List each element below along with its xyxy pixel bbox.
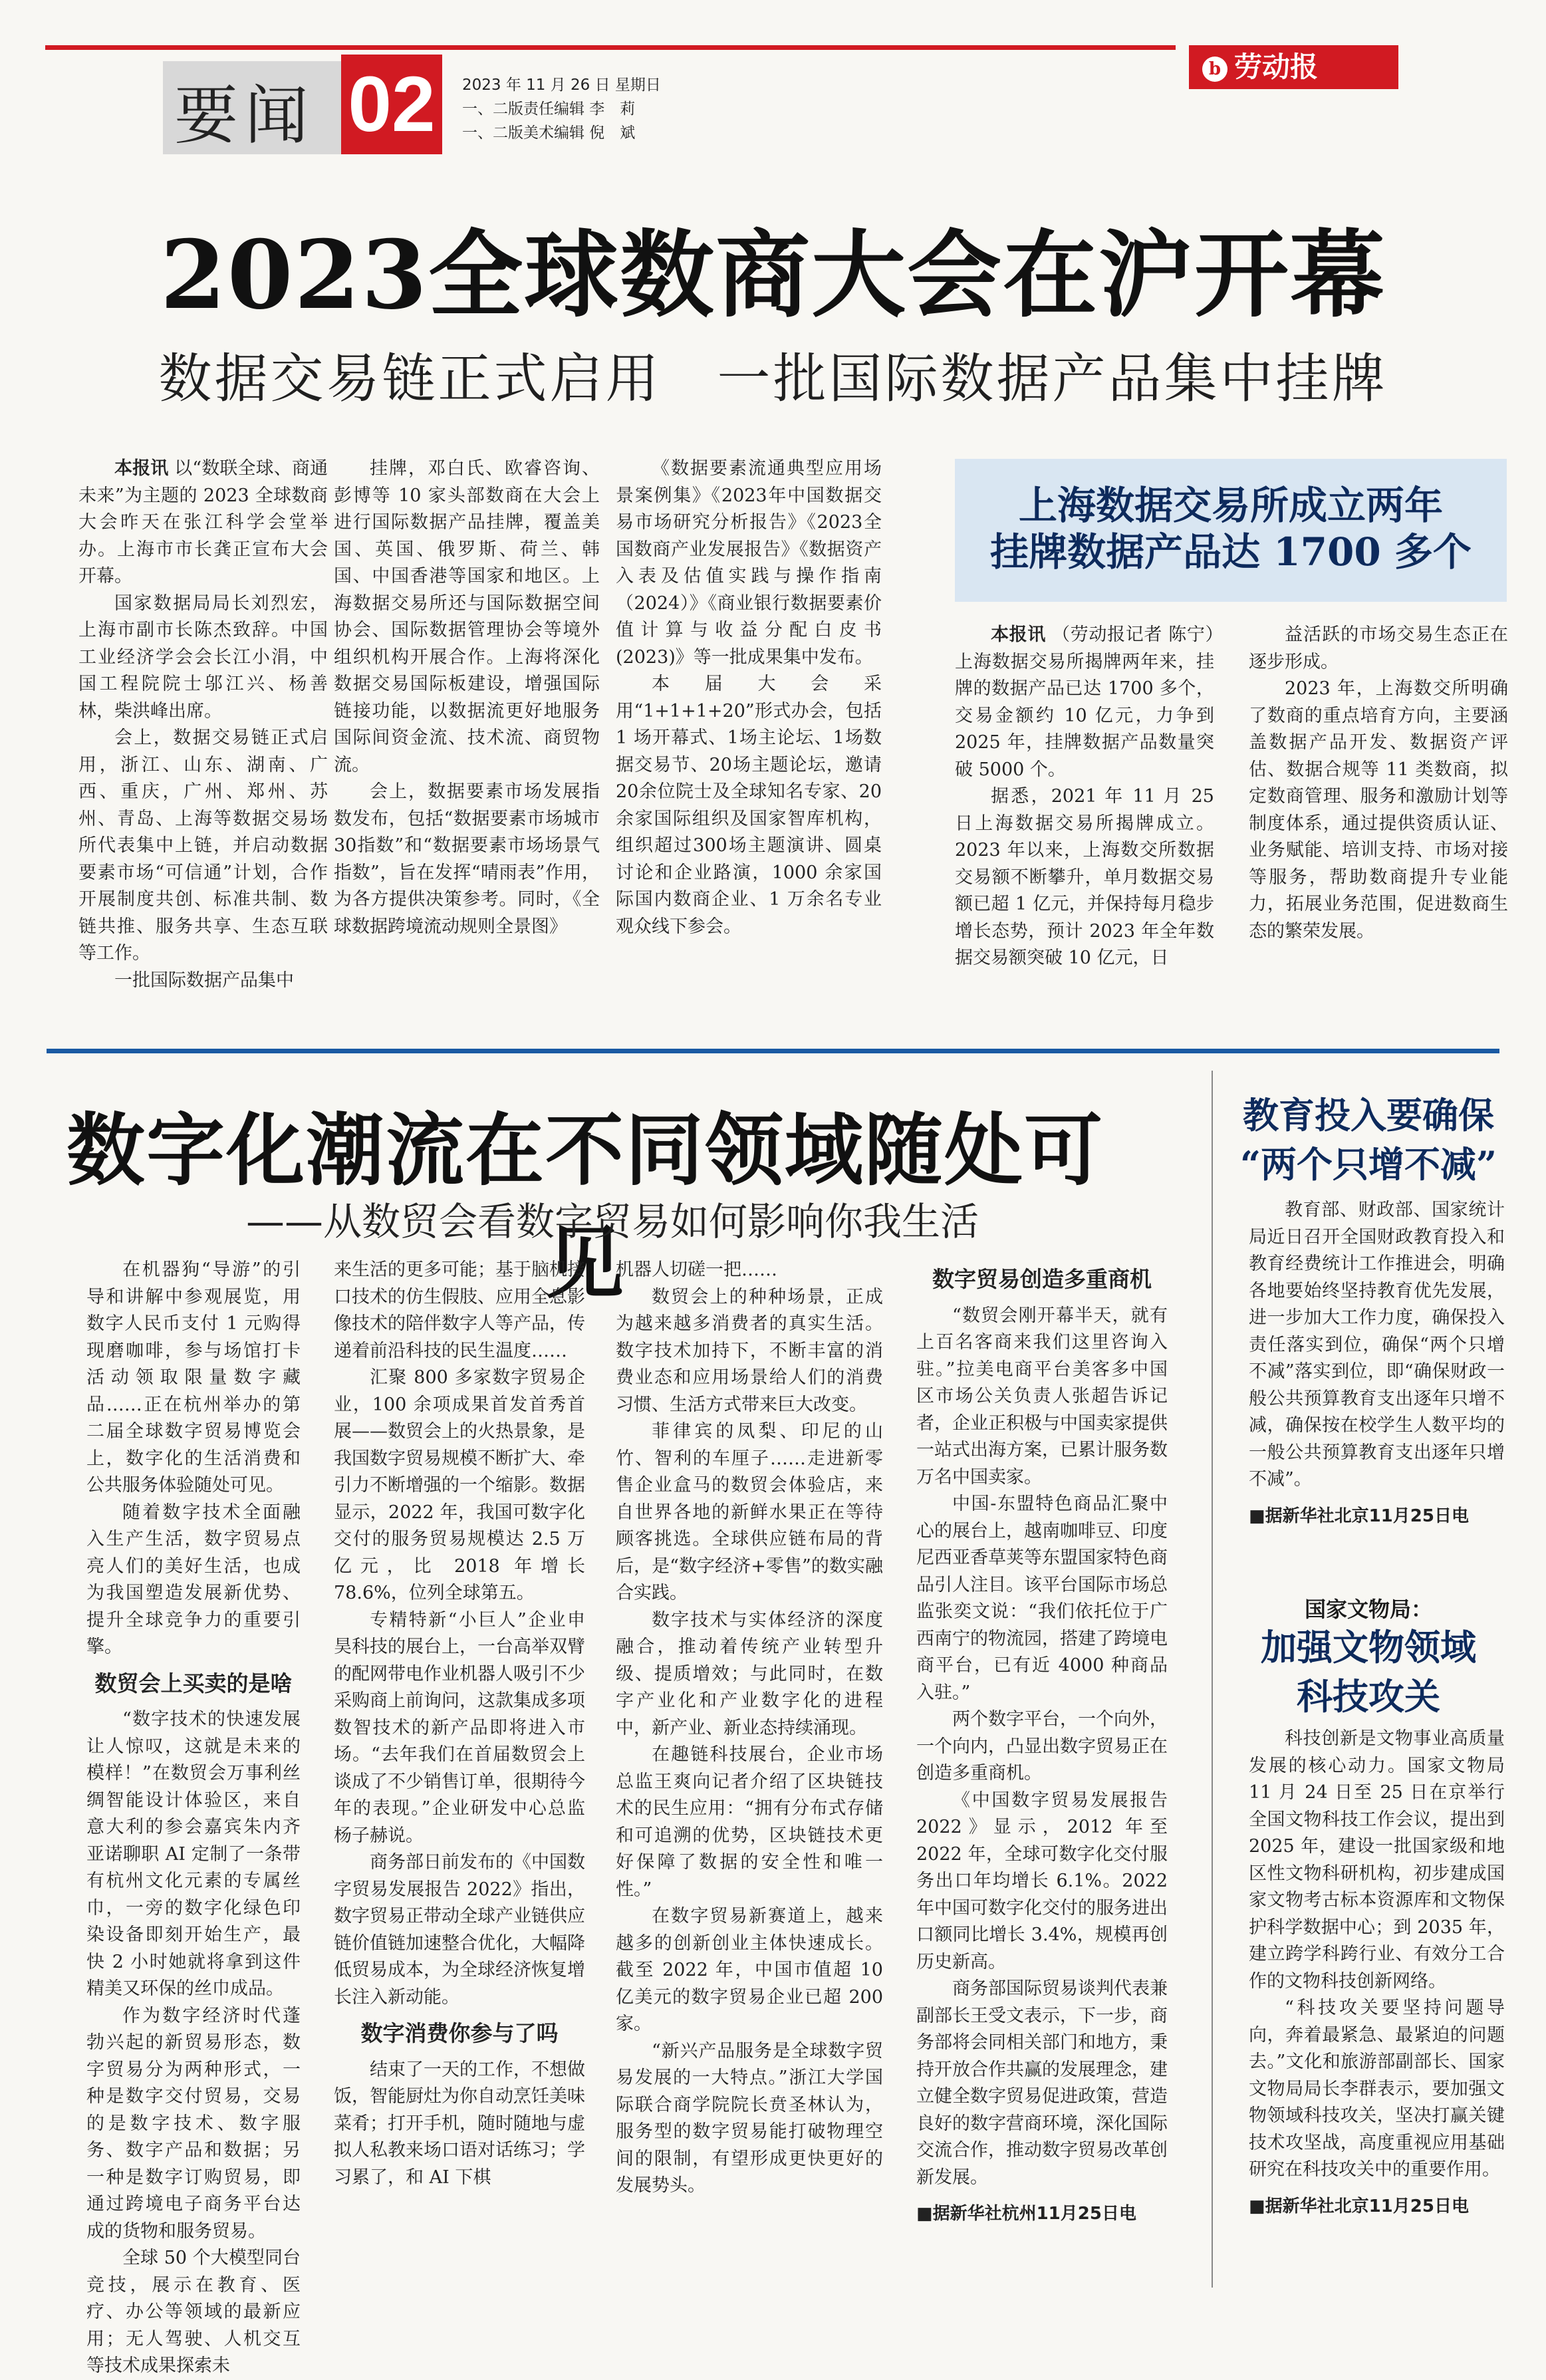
- paragraph: [1249, 622, 1508, 676]
- paragraph-text: 菲律宾的凤梨、印尼的山竹、智利的车厘子……走进新零售企业盒马的数贸会体验店，来自世界各地的新鲜水果正在等待顾客挑选。全球供应链布局的背后，是“数字经济+零售”的数实融合实践。: [616, 1421, 883, 1603]
- side-box-col-1: [955, 622, 1214, 972]
- paragraph: [86, 2245, 301, 2380]
- paragraph: [1249, 1726, 1505, 1995]
- column-rule: [1212, 1071, 1213, 2288]
- paragraph: [334, 1607, 585, 1850]
- issue-meta: [462, 73, 661, 145]
- paragraph: [916, 1706, 1168, 1787]
- subheading: 数字贸易创造多重商机: [932, 1266, 1152, 1292]
- paragraph-text: “新兴产品服务是全球数字贸易发展的一大特点。”浙江大学国际联合商学院院长贲圣林认为，服务型的数字贸易能打破物理空间的限制，有望形成更快更好的发展势头。: [616, 2040, 883, 2196]
- paragraph: [616, 1284, 883, 1419]
- paragraph: [916, 1976, 1168, 2191]
- paragraph: [334, 1365, 585, 1607]
- paragraph-text: 作为数字经济时代蓬勃兴起的新贸易形态，数字贸易分为两种形式，一种是数字交付贸易，交易的是数字技术、数字服务、数字产品和数据；另一种是数字订购贸易，即通过跨境电子商务平台达成的货物和服务贸易。: [86, 2005, 301, 2242]
- sidebar2-title-line2: 科技攻关: [1297, 1675, 1440, 1718]
- page-number: 02: [341, 55, 442, 154]
- paragraph-text: 以“数联全球、商通未来”为主题的 2023 全球数商大会昨天在张江科学会堂举办。上海市市长龚正宣布大会开幕。: [78, 458, 328, 587]
- dateline-source: ■ 据新华社北京11月25日电: [1249, 1503, 1505, 1530]
- paragraph: [86, 1257, 301, 1500]
- paragraph-text: 汇聚 800 多家数字贸易企业，100 余项成果首发首秀首展——数贸会上的火热景象，是我国数字贸易规模不断扩大、牵引力不断增强的一个缩影。数据显示，2022 年，我国可数字化交付的服务贸易规模达 2.5 万亿元，比 2018 年增长 78.6%，位列全球第五。: [334, 1367, 585, 1603]
- paragraph: [78, 456, 328, 591]
- paragraph: [916, 1491, 1168, 1706]
- paragraph: [1249, 676, 1508, 945]
- paragraph-text: 挂牌，邓白氏、欧睿咨询、彭博等 10 家头部数商在大会上进行国际数据产品挂牌，覆盖美国、英国、俄罗斯、荷兰、韩国、中国香港等国家和地区。上海数据交易所还与国际数据空间协会、国际数据管理协会等境外组织机构开展合作。上海将深化数据交易国际板建设，增强国际链接功能，以数据流更好地服务国际间资金流、技术流、商贸物流。: [334, 458, 600, 775]
- paragraph: [334, 456, 600, 779]
- art-editor-line: 一、二版美术编辑 倪 斌: [462, 124, 636, 142]
- paragraph-text: 全球 50 个大模型同台竞技，展示在教育、医疗、办公等领域的最新应用；无人驾驶、人机交互等技术成果探索未: [86, 2248, 301, 2376]
- paragraph: [616, 671, 882, 940]
- paragraph: [334, 1257, 585, 1365]
- paragraph: [955, 622, 1214, 783]
- paragraph: [616, 1418, 883, 1607]
- subheading: 数字消费你参与了吗: [360, 2020, 559, 2046]
- feature-col-2: [334, 1257, 585, 2191]
- lead-headline: 2023全球数商大会在沪开幕: [160, 220, 1386, 331]
- sidebar2-title-line1: 加强文物领域: [1261, 1626, 1476, 1668]
- paragraph-text: 益活跃的市场交易生态正在逐步形成。: [1249, 624, 1508, 672]
- paragraph-text: 数字技术与实体经济的深度融合，推动着传统产业转型升级、提质增效；与此同时，在数字产业化和产业数字化的进程中，新产业、新业态持续涌现。: [616, 1609, 883, 1738]
- paragraph: [1249, 1197, 1505, 1494]
- sidebar2-label: 国家文物局：: [1304, 1597, 1432, 1622]
- paragraph: [78, 725, 328, 968]
- side-box-title: [955, 482, 1507, 575]
- paragraph: [78, 968, 328, 995]
- issue-date: 2023 年 11 月 26 日 星期日: [462, 76, 661, 94]
- paragraph-text: 在数字贸易新赛道上，越来越多的创新创业主体快速成长。截至 2022 年，中国市值超 10 亿美元的数字贸易企业已超 200 家。: [616, 1906, 883, 2034]
- paragraph: [616, 2038, 883, 2200]
- paragraph-text: 本届大会采用“1+1+1+20”形式办会，包括 1 场开幕式、1场主论坛、1场数据交易节、20场主题论坛，邀请20余位院士及全球知名专家、20余家国际组织及国家智库机构，组织超过300场主题演讲、圆桌讨论和企业路演，1000 余家国际国内数商企业、1 万余名专业观众线下参会。: [616, 674, 882, 937]
- paragraph-text: 商务部国际贸易谈判代表兼副部长王受文表示，下一步，商务部将会同相关部门和地方，秉持开放合作共赢的发展理念，建立健全数字贸易促进政策，营造良好的数字营商环境，深化国际交流合作，推动数字贸易改革创新发展。: [916, 1978, 1168, 2188]
- paragraph-text: 一批国际数据产品集中: [114, 970, 294, 991]
- sidebar1-body: [1249, 1197, 1505, 1529]
- feature-col-3: [616, 1257, 883, 2200]
- paragraph: [616, 1607, 883, 1742]
- paragraph-text: 会上，数据交易链正式启用，浙江、山东、湖南、广西、重庆，广州、郑州、苏州、青岛、上海等数据交易场所代表集中上链，并启动数据要素市场“可信通”计划，合作开展制度共创、标准共制、数链共推、服务共享、生态互联等工作。: [78, 727, 328, 964]
- lead-col-2: [334, 456, 600, 940]
- newspaper-logo: [1189, 45, 1398, 89]
- paragraph-text: （劳动报记者 陈宁）上海数据交易所揭牌两年来，挂牌的数据产品已达 1700 多个，交易金额约 10 亿元，力争到 2025 年，挂牌数据产品数量突破 5000 个。: [955, 624, 1214, 780]
- sidebar2-title: [1229, 1623, 1508, 1721]
- sidebar2-body: [1249, 1726, 1505, 2220]
- paragraph: [86, 1500, 301, 1661]
- paragraph-text: 专精特新“小巨人”企业申昊科技的展台上，一台高举双臂的配网带电作业机器人吸引不少采购商上前询问，这款集成多项数智技术的新产品即将进入市场。“去年我们在首届数贸会上谈成了不少销售订单，很期待今年的表现。”企业研发中心总监杨子赫说。: [334, 1609, 585, 1846]
- paragraph-text: 科技创新是文物事业高质量发展的核心动力。国家文物局 11 月 24 日至 25 日在京举行全国文物科技工作会议，提出到 2025 年，建设一批国家级和地区性文物科研机构，初步建成国家文物考古标本资源库和文物保护科学数据中心；到 2035 年，建立跨学科跨行业、有效分工合作的文物科技创新网络。: [1249, 1728, 1505, 1992]
- paragraph: [916, 1303, 1168, 1492]
- paragraph: [1249, 1995, 1505, 2184]
- section-name: 要闻: [174, 78, 315, 153]
- logo-text: 劳动报: [1234, 51, 1319, 83]
- paragraph: [334, 779, 600, 940]
- paragraph-text: 2023 年，上海数交所明确了数商的重点培育方向，主要涵盖数据产品开发、数据资产评估、数据合规等 11 类数商，拟定数商管理、服务和激励计划等制度体系，通过提供资质认证、业务赋能、培训支持、市场对接等服务，帮助数商提升专业能力，拓展业务范围，促进数商生态的繁荣发展。: [1249, 678, 1508, 942]
- paragraph-text: 《数据要素流通典型应用场景案例集》《2023年中国数据交易市场研究分析报告》《2023全国数商产业发展报告》《数据资产入表及估值实践与操作指南（2024）》《商业银行数据要素价值计算与收益分配白皮书(2023)》等一批成果集中发布。: [616, 458, 882, 668]
- top-rule: [45, 45, 1176, 50]
- paragraph-text: 《中国数字贸易发展报告 2022》显示，2012 年至 2022 年，全球可数字化交付服务出口年均增长 6.1%。2022 年中国可数字化交付的服务进出口额同比增长 3.4%，规模再创历史新高。: [916, 1789, 1168, 1972]
- paragraph: [334, 2057, 585, 2192]
- feature-col-4: [916, 1257, 1168, 2228]
- paragraph-text: 商务部日前发布的《中国数字贸易发展报告 2022》指出，数字贸易正带动全球产业链供应链价值链加速整合优化，大幅降低贸易成本，为全球经济恢复增长注入新动能。: [334, 1852, 585, 2008]
- side-box-col-2: [1249, 622, 1508, 945]
- paragraph: [616, 456, 882, 671]
- paragraph: [86, 2003, 301, 2246]
- side-box-title-line2: 挂牌数据产品达 1700 多个: [990, 529, 1472, 575]
- paragraph-text: 两个数字平台，一个向外，一个向内，凸显出数字贸易正在创造多重商机。: [916, 1709, 1168, 1784]
- paragraph: [916, 1787, 1168, 1976]
- paragraph-text: 在机器狗“导游”的引导和讲解中参观展览，用数字人民币支付 1 元购得现磨咖啡，参与场馆打卡活动领取限量数字藏品……正在杭州举办的第二届全球数字贸易博览会上，数字化的生活消费和公共服务体验随处可见。: [86, 1259, 301, 1496]
- kicker: 本报讯: [991, 624, 1046, 645]
- paragraph: [616, 1257, 883, 1284]
- paragraph: [955, 783, 1214, 972]
- feature-col-1: [86, 1257, 301, 2380]
- lead-col-1: [78, 456, 328, 994]
- side-box-title-line1: 上海数据交易所成立两年: [1018, 483, 1443, 528]
- section-divider: [47, 1049, 1499, 1053]
- paragraph-text: 国家数据局局长刘烈宏，上海市副市长陈杰致辞。中国工业经济学会会长江小涓，中国工程院院士邬江兴、杨善林，柴洪峰出席。: [78, 593, 328, 722]
- paragraph-text: 机器人切磋一把……: [616, 1259, 777, 1280]
- paragraph-text: 中国-东盟特色商品汇聚中心的展台上，越南咖啡豆、印度尼西亚香草荚等东盟国家特色商品引人注目。该平台国际市场总监张奕文说：“我们依托位于广西南宁的物流园，搭建了跨境电商平台，已有近 4000 种商品入驻。”: [916, 1494, 1168, 1703]
- paragraph-text: 在趣链科技展台，企业市场总监王爽向记者介绍了区块链技术的民生应用：“拥有分布式存储和可追溯的优势，区块链技术更好保障了数据的安全性和唯一性。”: [616, 1744, 883, 1900]
- paragraph: [616, 1903, 883, 2038]
- editor-line: 一、二版责任编辑 李 莉: [462, 100, 636, 118]
- paragraph-text: “数贸会刚开幕半天，就有上百名客商来我们这里咨询入驻。”拉美电商平台美客多中国区市场公关负责人张超告诉记者，企业正积极与中国卖家提供一站式出海方案，已累计服务数万名中国卖家。: [916, 1305, 1168, 1488]
- dateline-source: ■ 据新华社杭州11月25日电: [916, 2200, 1168, 2228]
- paragraph-text: 会上，数据要素市场发展指数发布，包括“数据要素市场城市30指数”和“数据要素市场场景气指数”，旨在发挥“晴雨表”作用，为各方提供决策参考。同时，《全球数据跨境流动规则全景图》: [334, 781, 600, 937]
- feature-subheadline: ——从数贸会看数字贸易如何影响你我生活: [246, 1199, 979, 1244]
- paragraph: [86, 1706, 301, 2003]
- paragraph: [78, 591, 328, 726]
- sidebar1-title-line1: 教育投入要确保: [1243, 1094, 1494, 1136]
- paragraph-text: 数贸会上的种种场景，正成为越来越多消费者的真实生活。数字技术加持下，不断丰富的消费业态和应用场景给人们的消费习惯、生活方式带来巨大改变。: [616, 1286, 883, 1415]
- sidebar1-title: [1229, 1091, 1508, 1189]
- lead-subheadline: 数据交易链正式启用 一批国际数据产品集中挂牌: [158, 348, 1388, 410]
- paragraph-text: 来生活的更多可能；基于脑机接口技术的仿生假肢、应用全息影像技术的陪伴数字人等产品，传递着前沿科技的民生温度……: [334, 1259, 585, 1361]
- logo-icon: b: [1202, 57, 1227, 82]
- paragraph-text: 据悉，2021 年 11 月 25 日上海数据交易所揭牌成立。2023 年以来，上海数交所数据交易额不断攀升，单月数据交易额已超 1 亿元，并保持每月稳步增长态势，预计 2023 年全年数据交易额突破 10 亿元，日: [955, 786, 1214, 968]
- dateline-source: ■ 据新华社北京11月25日电: [1249, 2193, 1505, 2220]
- paragraph: [334, 1849, 585, 2011]
- lead-col-3: [616, 456, 882, 940]
- paragraph-text: 教育部、财政部、国家统计局近日召开全国财政教育投入和教育经费统计工作推进会，明确各地要始终坚持教育优先发展，进一步加大工作力度，确保投入责任落实到位，确保“两个只增不减”落实到位，即“确保财政一般公共预算教育支出逐年只增不减，确保按在校学生人数平均的一般公共预算教育支出逐年只增不减”。: [1249, 1200, 1505, 1490]
- paragraph-text: “数字技术的快速发展让人惊叹，这就是未来的模样！”在数贸会万事利丝绸智能设计体验区，来自意大利的参会嘉宾朱内齐亚诺聊职 AI 定制了一条带有杭州文化元素的专属丝巾，一旁的数字化绿色印染设备即刻开始生产，最快 2 小时她就将拿到这件精美又环保的丝巾成品。: [86, 1709, 301, 1999]
- subheading: 数贸会上买卖的是啥: [94, 1670, 293, 1696]
- paragraph-text: 结束了一天的工作，不想做饭，智能厨灶为你自动烹饪美味菜肴；打开手机，随时随地与虚拟人私教来场口语对话练习；学习累了，和 AI 下棋: [334, 2059, 585, 2188]
- paragraph-text: “科技攻关要坚持问题导向，奔着最紧急、最紧迫的问题去。”文化和旅游部副部长、国家文物局局长李群表示，要加强文物领域科技攻关，坚决打赢关键技术攻坚战，高度重视应用基础研究在科技攻关中的重要作用。: [1249, 1998, 1505, 2180]
- paragraph-text: 随着数字技术全面融入生产生活，数字贸易点亮人们的美好生活，也成为我国塑造发展新优势、提升全球竞争力的重要引擎。: [86, 1502, 301, 1657]
- sidebar1-title-line2: “两个只增不减”: [1239, 1143, 1497, 1186]
- kicker: 本报讯: [114, 458, 169, 479]
- paragraph: [616, 1742, 883, 1903]
- feature-headline: 数字化潮流在不同领域随处可见: [66, 1104, 1104, 1309]
